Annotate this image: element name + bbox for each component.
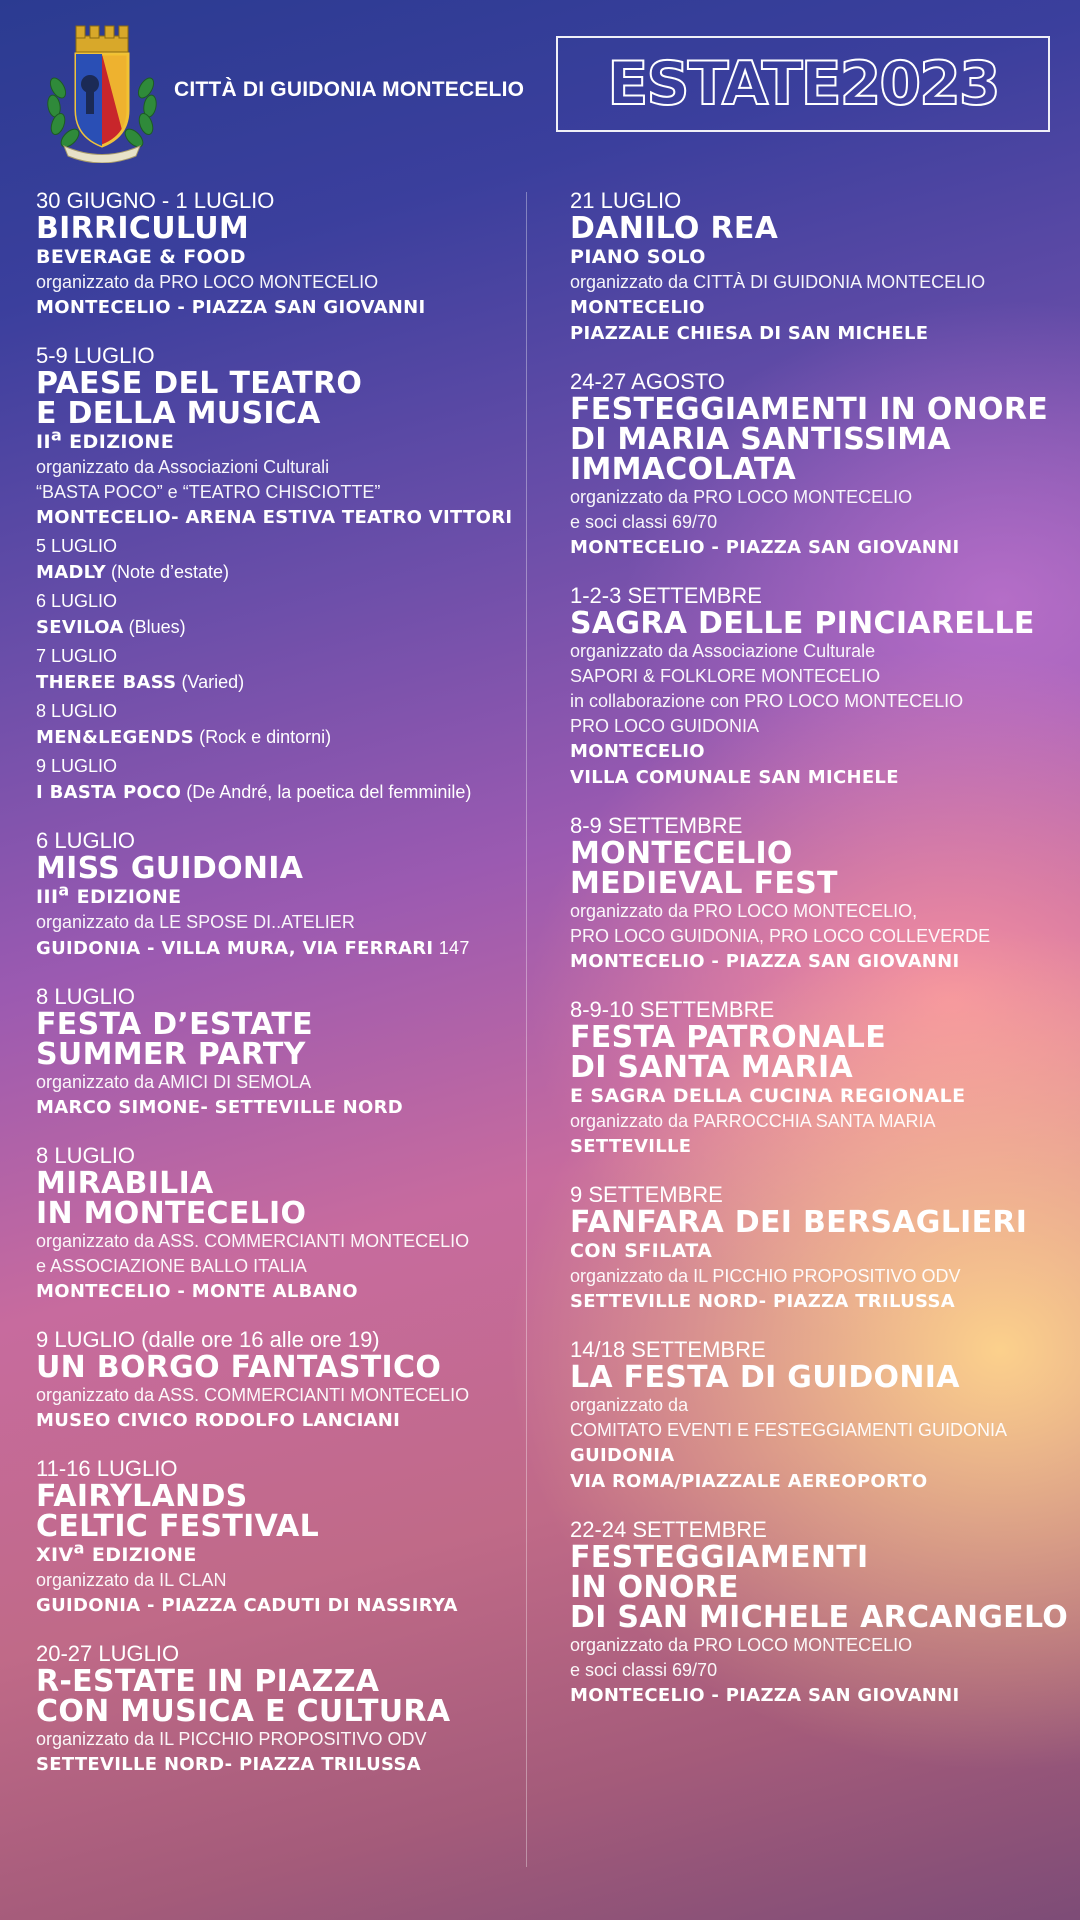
edition-word: EDIZIONE <box>91 1544 197 1566</box>
poster-header <box>0 0 1080 180</box>
event-title: BIRRICULUM <box>36 211 250 246</box>
schedule-row <box>36 698 516 751</box>
event-title: IN MONTECELIO <box>36 1196 307 1231</box>
event-location: GUIDONIA - PIAZZA CADUTI DI NASSIRYA <box>36 1595 458 1616</box>
event-location: MONTECELIO- ARENA ESTIVA TEATRO VITTORI <box>36 507 513 528</box>
event-title: FESTA D’ESTATE <box>36 1007 313 1042</box>
schedule-act <box>36 559 516 586</box>
schedule-act-note: (Varied) <box>176 672 245 692</box>
event-organizer: organizzato da Associazione Culturale <box>570 641 876 661</box>
event-date: 14/18 SETTEMBRE <box>570 1337 766 1362</box>
event-location: SETTEVILLE NORD- PIAZZA TRILUSSA <box>36 1754 421 1775</box>
event-organizer: PRO LOCO GUIDONIA <box>570 716 760 736</box>
event-location: MONTECELIO - PIAZZA SAN GIOVANNI <box>570 951 960 972</box>
schedule-act-name: MEN&LEGENDS <box>36 727 195 748</box>
event-organizer: organizzato da Associazioni Culturali <box>36 457 330 477</box>
event-date: 9 LUGLIO (dalle ore 16 alle ore 19) <box>36 1327 380 1352</box>
event-title: R-ESTATE IN PIAZZA <box>36 1664 380 1699</box>
event-date: 20-27 LUGLIO <box>36 1641 180 1666</box>
event-item <box>570 1517 1070 1709</box>
event-date: 11-16 LUGLIO <box>36 1456 178 1481</box>
event-title: SAGRA DELLE PINCIARELLE <box>570 606 1035 641</box>
right-event-column <box>570 188 1070 1731</box>
event-edition <box>36 880 516 910</box>
event-title: IN ONORE <box>570 1570 739 1605</box>
city-crest-icon <box>42 18 162 163</box>
event-organizer: organizzato da PRO LOCO MONTECELIO, <box>570 901 918 921</box>
event-date: 8 LUGLIO <box>36 1143 136 1168</box>
event-date: 22-24 SETTEMBRE <box>570 1517 767 1542</box>
event-date: 6 LUGLIO <box>36 828 136 853</box>
event-title: SUMMER PARTY <box>36 1037 306 1072</box>
event-organizer: “BASTA POCO” e “TEATRO CHISCIOTTE” <box>36 482 381 502</box>
event-edition <box>36 1538 516 1568</box>
event-organizer: organizzato da ASS. COMMERCIANTI MONTECELIO <box>36 1231 470 1251</box>
event-item <box>36 984 516 1121</box>
schedule-act-name: SEVILOA <box>36 617 124 638</box>
event-organizer: organizzato da AMICI DI SEMOLA <box>36 1072 312 1092</box>
event-title: DANILO REA <box>570 211 779 246</box>
event-title: MIRABILIA <box>36 1166 214 1201</box>
event-title: IMMACOLATA <box>570 452 796 487</box>
event-organizer: organizzato da IL PICCHIO PROPOSITIVO ODV <box>36 1729 427 1749</box>
event-subtitle: BEVERAGE & FOOD <box>36 246 246 268</box>
event-title: PAESE DEL TEATRO <box>36 366 363 401</box>
event-organizer: SAPORI & FOLKLORE MONTECELIO <box>570 666 881 686</box>
edition-number: II <box>36 431 51 453</box>
event-title: FANFARA DEI BERSAGLIERI <box>570 1205 1028 1240</box>
event-organizer: organizzato da PARROCCHIA SANTA MARIA <box>570 1111 936 1131</box>
event-location: MONTECELIO - PIAZZA SAN GIOVANNI <box>570 537 960 558</box>
event-subtitle: PIANO SOLO <box>570 246 706 268</box>
edition-word: EDIZIONE <box>76 886 182 908</box>
schedule-act <box>36 614 516 641</box>
event-location: MONTECELIO <box>570 297 705 318</box>
schedule-date: 9 LUGLIO <box>36 756 118 776</box>
event-organizer: e soci classi 69/70 <box>570 512 718 532</box>
event-title: LA FESTA DI GUIDONIA <box>570 1360 960 1395</box>
event-title: MEDIEVAL FEST <box>570 866 838 901</box>
event-item <box>570 1182 1070 1315</box>
event-location: MUSEO CIVICO RODOLFO LANCIANI <box>36 1410 401 1431</box>
event-item <box>36 343 516 806</box>
event-location: MARCO SIMONE- SETTEVILLE NORD <box>36 1097 403 1118</box>
event-edition <box>36 425 516 455</box>
event-organizer: organizzato da LE SPOSE DI..ATELIER <box>36 912 355 932</box>
event-title: FESTEGGIAMENTI IN ONORE <box>570 392 1049 427</box>
left-event-column <box>36 188 516 1800</box>
event-organizer: organizzato da ASS. COMMERCIANTI MONTECELIO <box>36 1385 470 1405</box>
event-title: FAIRYLANDS <box>36 1479 248 1514</box>
event-date: 9 SETTEMBRE <box>570 1182 723 1207</box>
edition-number: III <box>36 886 59 908</box>
city-name: CITTÀ DI GUIDONIA MONTECELIO <box>174 78 525 101</box>
event-title: DI SANTA MARIA <box>570 1050 853 1085</box>
event-schedule <box>36 533 516 806</box>
schedule-row <box>36 533 516 586</box>
event-item <box>36 1456 516 1619</box>
event-organizer: organizzato da IL CLAN <box>36 1570 227 1590</box>
schedule-act-note: (Rock e dintorni) <box>194 727 332 747</box>
schedule-date: 8 LUGLIO <box>36 701 118 721</box>
event-subtitle: E SAGRA DELLA CUCINA REGIONALE <box>570 1085 966 1107</box>
poster-title: ESTATE2023 <box>607 49 999 119</box>
edition-number: XIV <box>36 1544 74 1566</box>
event-location: GUIDONIA <box>570 1445 675 1466</box>
location-number: 147 <box>433 938 470 958</box>
event-title: MONTECELIO <box>570 836 793 871</box>
event-location: SETTEVILLE NORD- PIAZZA TRILUSSA <box>570 1291 955 1312</box>
event-item <box>570 1337 1070 1495</box>
schedule-act <box>36 779 516 806</box>
event-organizer: organizzato da PRO LOCO MONTECELIO <box>570 487 913 507</box>
event-date: 1-2-3 SETTEMBRE <box>570 583 762 608</box>
event-date: 8 LUGLIO <box>36 984 136 1009</box>
event-date: 21 LUGLIO <box>570 188 682 213</box>
event-item <box>570 997 1070 1160</box>
event-date: 8-9 SETTEMBRE <box>570 813 743 838</box>
schedule-act-note: (Note d’estate) <box>105 562 230 582</box>
schedule-act-name: MADLY <box>36 562 106 583</box>
schedule-act <box>36 669 516 696</box>
schedule-date: 6 LUGLIO <box>36 591 118 611</box>
event-item <box>570 813 1070 975</box>
schedule-date: 5 LUGLIO <box>36 536 118 556</box>
event-title: CON MUSICA E CULTURA <box>36 1694 451 1729</box>
schedule-act-note: (Blues) <box>123 617 186 637</box>
event-item <box>36 188 516 321</box>
event-title: DI MARIA SANTISSIMA <box>570 422 951 457</box>
schedule-date: 7 LUGLIO <box>36 646 118 666</box>
event-location: MONTECELIO - MONTE ALBANO <box>36 1281 358 1302</box>
schedule-row <box>36 753 516 806</box>
event-location: VIA ROMA/PIAZZALE AEREOPORTO <box>570 1471 928 1492</box>
title-box <box>556 36 1050 132</box>
event-location: VILLA COMUNALE SAN MICHELE <box>570 767 899 788</box>
event-location: SETTEVILLE <box>570 1136 692 1157</box>
event-location: MONTECELIO <box>570 741 705 762</box>
event-title: MISS GUIDONIA <box>36 851 304 886</box>
edition-superscript: a <box>73 1538 85 1558</box>
event-item <box>570 369 1070 561</box>
event-organizer: organizzato da PRO LOCO MONTECELIO <box>570 1635 913 1655</box>
event-title: UN BORGO FANTASTICO <box>36 1350 442 1385</box>
event-item <box>36 1641 516 1778</box>
event-organizer: e soci classi 69/70 <box>570 1660 718 1680</box>
event-title: CELTIC FESTIVAL <box>36 1509 319 1544</box>
event-title: E DELLA MUSICA <box>36 396 321 431</box>
event-organizer: organizzato da CITTÀ DI GUIDONIA MONTECELIO <box>570 272 986 292</box>
event-subtitle: CON SFILATA <box>570 1240 713 1262</box>
edition-superscript: a <box>50 425 63 445</box>
event-title: FESTA PATRONALE <box>570 1020 887 1055</box>
event-organizer: organizzato da IL PICCHIO PROPOSITIVO ODV <box>570 1266 961 1286</box>
event-item <box>36 828 516 962</box>
event-location: PIAZZALE CHIESA DI SAN MICHELE <box>570 323 929 344</box>
schedule-act-name: I BASTA POCO <box>36 782 182 803</box>
edition-word: EDIZIONE <box>69 431 175 453</box>
event-item <box>570 583 1070 791</box>
event-item <box>36 1327 516 1434</box>
event-organizer: e ASSOCIAZIONE BALLO ITALIA <box>36 1256 307 1276</box>
schedule-row <box>36 643 516 696</box>
schedule-act <box>36 724 516 751</box>
event-location: MONTECELIO - PIAZZA SAN GIOVANNI <box>570 1685 960 1706</box>
event-date: 24-27 AGOSTO <box>570 369 725 394</box>
event-organizer: PRO LOCO GUIDONIA, PRO LOCO COLLEVERDE <box>570 926 991 946</box>
event-date: 8-9-10 SETTEMBRE <box>570 997 775 1022</box>
event-organizer: in collaborazione con PRO LOCO MONTECELIO <box>570 691 964 711</box>
event-title: FESTEGGIAMENTI <box>570 1540 869 1575</box>
event-location: MONTECELIO - PIAZZA SAN GIOVANNI <box>36 297 426 318</box>
event-date: 30 GIUGNO - 1 LUGLIO <box>36 188 275 213</box>
event-organizer: organizzato da PRO LOCO MONTECELIO <box>36 272 379 292</box>
event-title: DI SAN MICHELE ARCANGELO <box>570 1600 1069 1635</box>
event-date: 5-9 LUGLIO <box>36 343 155 368</box>
schedule-row <box>36 588 516 641</box>
edition-superscript: a <box>58 880 70 900</box>
event-location: GUIDONIA - VILLA MURA, VIA FERRARI 147 <box>36 938 470 959</box>
schedule-act-note: (De André, la poetica del femminile) <box>181 782 472 802</box>
event-item <box>570 188 1070 347</box>
event-item <box>36 1143 516 1305</box>
event-organizer: organizzato da <box>570 1395 689 1415</box>
event-organizer: COMITATO EVENTI E FESTEGGIAMENTI GUIDONIA <box>570 1420 1008 1440</box>
column-divider <box>526 192 527 1867</box>
schedule-act-name: THEREE BASS <box>36 672 177 693</box>
